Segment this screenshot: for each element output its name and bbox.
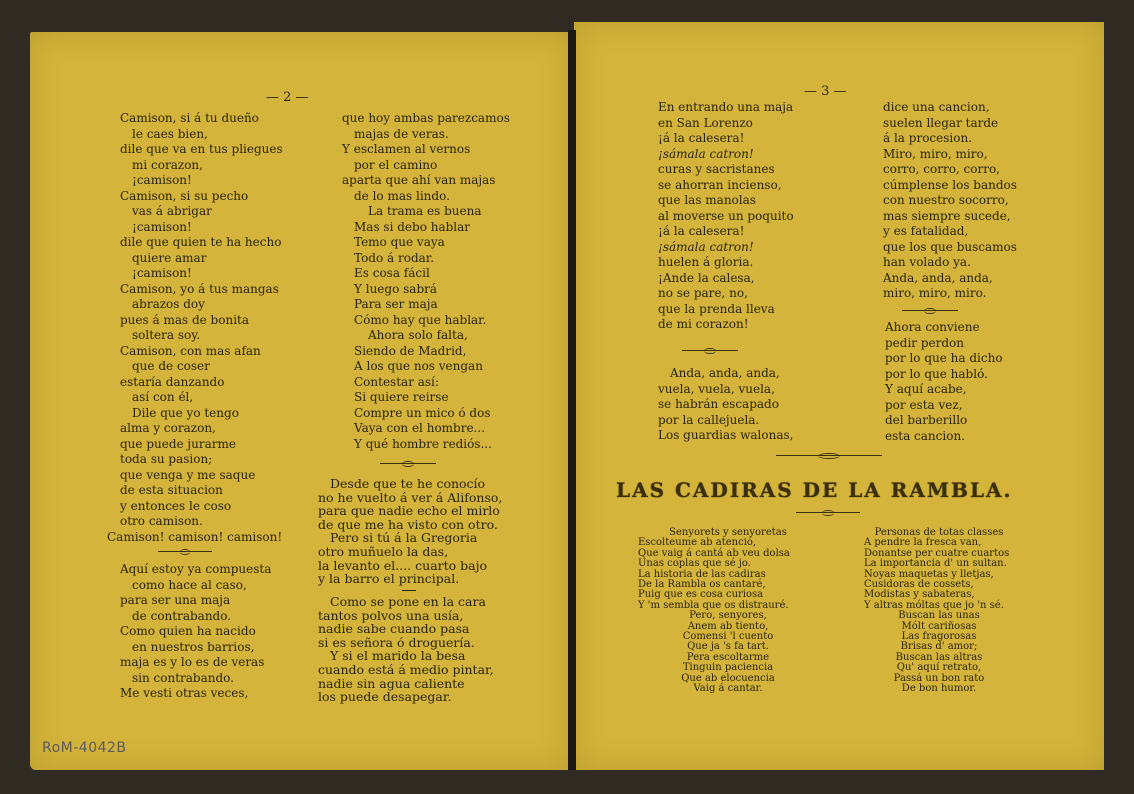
verse-line: Siendo de Madrid, xyxy=(354,343,467,358)
verse-line: aparta que ahí van majas xyxy=(342,173,496,187)
verse-line: De bon humor. xyxy=(901,683,977,695)
verse-line: ¡Ande la calesa, xyxy=(658,270,755,285)
verse-line: de contrabando. xyxy=(132,608,232,623)
verse-line: por lo que habló. xyxy=(885,366,988,381)
verse-line: Como se pone en la cara xyxy=(330,594,486,609)
verse-line: á la procesion. xyxy=(883,131,973,145)
verse-line: ¡á la calesera! xyxy=(658,131,745,145)
verse-line: Anda, anda, anda, xyxy=(883,270,993,285)
verse-line: De la Rambla os cantaré, xyxy=(638,579,766,591)
verse-line: Compre un mico ó dos xyxy=(354,405,491,420)
verse-line: Personas de totas classes xyxy=(874,527,1004,538)
verse-line: no he vuelto á ver á Alifonso, xyxy=(318,489,503,505)
left-column-verses xyxy=(107,111,283,545)
verse-line: Si quiere reirse xyxy=(354,390,449,404)
verse-line: Temo que vaya xyxy=(354,235,445,249)
verse-line: suelen llegar tarde xyxy=(883,115,999,130)
verse-line: para ser una maja xyxy=(120,593,231,607)
verse-line: Senyorets y senyoretas xyxy=(669,527,787,538)
couplets-block xyxy=(318,477,502,586)
verse-line: ¡camison! xyxy=(132,173,192,187)
verse-line: así con él, xyxy=(132,390,194,404)
verse-line: Unas coplas que sé jo. xyxy=(638,558,751,570)
verse-line: pues á mas de bonita xyxy=(120,312,250,327)
verse-line: Pero, senyores, xyxy=(689,610,767,622)
verse-line: Cusidoras de cossets, xyxy=(864,579,974,591)
verse-line: soltera soy. xyxy=(132,328,201,342)
verse-line: Que ab elocuencia xyxy=(681,672,775,684)
verse-line: y es fatalidad, xyxy=(883,224,969,238)
right-page-left-column xyxy=(658,100,794,333)
page-number-right: — 3 — xyxy=(804,84,847,99)
verse-line: A los que nos vengan xyxy=(354,359,483,373)
verse-line: ¡sámala catron! xyxy=(658,146,754,161)
verse-line: Los guardias walonas, xyxy=(658,428,794,442)
verse-line: y la barro el principal. xyxy=(318,571,460,587)
right-page-right-column xyxy=(883,100,1017,302)
verse-line: por esta vez, xyxy=(885,397,963,412)
verse-line: Anem ab tiento, xyxy=(687,620,769,632)
verse-line: si es señora ó droguería. xyxy=(318,634,475,650)
verse-line: otro camison. xyxy=(120,514,203,528)
verse-line: vas á abrigar xyxy=(132,204,212,218)
verse-line: cúmplense los bandos xyxy=(883,177,1017,192)
verse-line: con nuestro socorro, xyxy=(883,193,1009,207)
verse-line: Contestar así: xyxy=(354,374,439,389)
right-page-right-column-continued xyxy=(885,320,1003,444)
verse-line: Y esclamen al vernos xyxy=(342,142,471,156)
verse-line: estaría danzando xyxy=(120,374,225,389)
verse-line: alma y corazon, xyxy=(120,421,216,435)
catalan-verses-right xyxy=(864,528,1014,695)
verse-line: se habrán escapado xyxy=(658,397,779,411)
ornament-divider xyxy=(380,463,436,466)
verse-line: Me vesti otras veces, xyxy=(120,686,249,700)
verse-line: que los que buscamos xyxy=(883,239,1017,254)
verse-line: ¡camison! xyxy=(132,266,192,280)
verse-line: en San Lorenzo xyxy=(658,115,753,130)
verse-line: Para ser maja xyxy=(354,297,438,311)
verse-line: de lo mas lindo. xyxy=(354,188,450,203)
verse-line: Y aquí acabe, xyxy=(885,382,967,396)
verse-line: ¡camison! xyxy=(132,219,192,234)
verse-line: por la callejuela. xyxy=(658,412,760,427)
verse-line: Mas si debo hablar xyxy=(354,219,471,234)
verse-line: que las manolas xyxy=(658,193,756,207)
left-column-verses-continued xyxy=(120,562,271,702)
verse-line: de que me ha visto con otro. xyxy=(318,516,498,532)
verse-line: ¡sámala catron! xyxy=(658,239,754,254)
verse-line: Modistas y sabateras, xyxy=(864,589,975,601)
poem-title: LAS CADIRAS DE LA RAMBLA. xyxy=(616,478,1013,502)
verse-line: Todo á rodar. xyxy=(354,250,435,265)
verse-line: Tinguin paciencia xyxy=(682,662,774,674)
verse-line: Vaya con el hombre... xyxy=(354,421,486,435)
right-column-verses xyxy=(342,111,510,452)
verse-line: mas siempre sucede, xyxy=(883,208,1011,223)
verse-line: ¡á la calesera! xyxy=(658,224,745,238)
verse-line: Dile que yo tengo xyxy=(132,405,239,420)
verse-line: Comensi 'l cuento xyxy=(682,631,774,643)
verse-line: Qu' aquí retrato, xyxy=(896,662,982,674)
verse-line: miro, miro, miro. xyxy=(883,286,987,300)
short-dash xyxy=(402,590,416,591)
verse-line: Camison! camison! camison! xyxy=(107,529,283,544)
ornament-divider xyxy=(902,310,958,313)
verse-line: Puig que es cosa curiosa xyxy=(638,589,764,601)
verse-line: Aquí estoy ya compuesta xyxy=(120,562,272,576)
catalan-verses-left xyxy=(638,528,818,695)
verse-line: dice una cancion, xyxy=(883,100,990,114)
verse-line: mi corazon, xyxy=(132,157,203,172)
verse-line: Y luego sabrá xyxy=(354,281,438,296)
verse-line: Pero si tú á la Gregoria xyxy=(330,530,478,546)
verse-line: nadie sin agua caliente xyxy=(318,675,465,691)
verse-line: esta cancion. xyxy=(885,428,965,443)
verse-line: Miro, miro, miro, xyxy=(883,146,988,161)
verse-line: vuela, vuela, vuela, xyxy=(658,381,775,396)
ornament-divider xyxy=(158,551,212,554)
verse-line: toda su pasion; xyxy=(120,452,213,466)
verse-line: Mólt cariñosas xyxy=(901,620,977,632)
verse-line: La trama es buena xyxy=(368,204,482,218)
verse-line: del barberillo xyxy=(885,413,968,427)
verse-line: nadie sabe cuando pasa xyxy=(318,621,470,637)
verse-line: al moverse un poquito xyxy=(658,208,794,223)
verse-line: por lo que ha dicho xyxy=(885,351,1003,365)
verse-line: Como quien ha nacido xyxy=(120,624,256,638)
verse-line: A pendre la fresca van, xyxy=(864,537,982,549)
verse-line: que la prenda lleva xyxy=(658,301,775,316)
verse-line: abrazos doy xyxy=(132,297,205,311)
verse-line: Que vaig á cantá ab veu dolsa xyxy=(638,547,790,559)
verse-line: Vaig á cantar. xyxy=(693,683,763,695)
verse-line: que puede jurarme xyxy=(120,436,236,451)
verse-line: y entonces le coso xyxy=(120,498,232,513)
verse-line: majas de veras. xyxy=(354,126,449,141)
verse-line: otro muñuelo la das, xyxy=(318,543,449,559)
verse-line: Escolteume ab atenció, xyxy=(638,537,757,549)
verse-line: cuando está á medio pintar, xyxy=(318,661,494,677)
verse-line: que de coser xyxy=(132,359,210,373)
verse-line: Y 'm sembla que os distrauré. xyxy=(638,599,789,611)
verse-line: Y altras móltas que jo 'n sé. xyxy=(864,599,1004,611)
verse-line: Camison, con mas afan xyxy=(120,343,261,358)
verse-line: quiere amar xyxy=(132,250,207,265)
verse-line: Y si el marido la besa xyxy=(330,648,466,664)
verse-line: para que nadie echo el mirlo xyxy=(318,503,500,519)
verse-line: que hoy ambas parezcamos xyxy=(342,111,510,125)
verse-line: Anda, anda, anda, xyxy=(670,366,780,380)
verse-line: Camison, si su pecho xyxy=(120,188,249,203)
verse-line: tantos polvos una usía, xyxy=(318,607,464,623)
verse-line: dile que quien te ha hecho xyxy=(120,235,282,249)
verse-line: Es cosa fácil xyxy=(354,266,430,280)
verse-line: En entrando una maja xyxy=(658,100,794,114)
verse-line: La importancia d' un sultan. xyxy=(864,558,1007,570)
verse-line: Las fragorosas xyxy=(901,631,977,643)
verse-line: que venga y me saque xyxy=(120,467,256,482)
verse-line: pedir perdon xyxy=(885,335,965,350)
verse-line: Passá un bon rato xyxy=(893,672,985,684)
verse-line: de esta situacion xyxy=(120,483,223,497)
verse-line: Camison, si á tu dueño xyxy=(120,111,259,125)
verse-line: no se pare, no, xyxy=(658,286,748,300)
ornament-divider xyxy=(682,350,738,353)
verse-line: Ahora solo falta, xyxy=(368,328,468,342)
verse-line: Cómo hay que hablar. xyxy=(354,312,487,327)
verse-line: La historia de las cadiras xyxy=(638,568,766,580)
verse-line: Brisas d' amor; xyxy=(900,641,978,653)
verse-line: de mi corazon! xyxy=(658,317,749,331)
verse-line: le caes bien, xyxy=(132,126,208,141)
verse-line: Pera escoltarme xyxy=(686,651,770,663)
couplets-block-2 xyxy=(318,595,494,704)
page-number-left: — 2 — xyxy=(266,90,309,105)
verse-line: sin contrabando. xyxy=(132,670,234,685)
verse-line: Que ja 's fa tart. xyxy=(687,641,769,653)
verse-line: los puede desapegar. xyxy=(318,689,452,705)
verse-line: Camison, yo á tus mangas xyxy=(120,281,279,296)
verse-line: se ahorran incienso, xyxy=(658,177,782,192)
shelfmark-label: RoM-4042B xyxy=(42,740,127,756)
verse-line: la levanto el.... cuarto bajo xyxy=(318,557,488,573)
verse-line: Y qué hombre rediós... xyxy=(354,436,492,451)
book-gutter xyxy=(568,30,576,770)
title-ornament-under xyxy=(796,512,860,515)
verse-line: corro, corro, corro, xyxy=(883,162,1000,176)
verse-line: Ahora conviene xyxy=(885,320,980,334)
verse-line: han volado ya. xyxy=(883,255,971,269)
verse-line: en nuestros barrios, xyxy=(132,639,255,654)
verse-line: curas y sacristanes xyxy=(658,162,775,176)
verse-line: como hace al caso, xyxy=(132,577,247,592)
verse-line: huelen á gloria. xyxy=(658,255,754,269)
right-page-left-column-continued xyxy=(658,366,793,444)
verse-line: Donantse per cuatre cuartos xyxy=(864,547,1010,559)
verse-line: Desde que te he conocío xyxy=(330,476,486,491)
verse-line: Noyas maquetas y lletjas, xyxy=(864,568,994,580)
verse-line: dile que va en tus pliegues xyxy=(120,142,283,156)
verse-line: por el camino xyxy=(354,157,438,172)
title-ornament xyxy=(776,455,882,458)
verse-line: maja es y lo es de veras xyxy=(120,655,265,669)
verse-line: Buscan las unas xyxy=(898,610,980,622)
verse-line: Buscan las altras xyxy=(895,651,983,663)
